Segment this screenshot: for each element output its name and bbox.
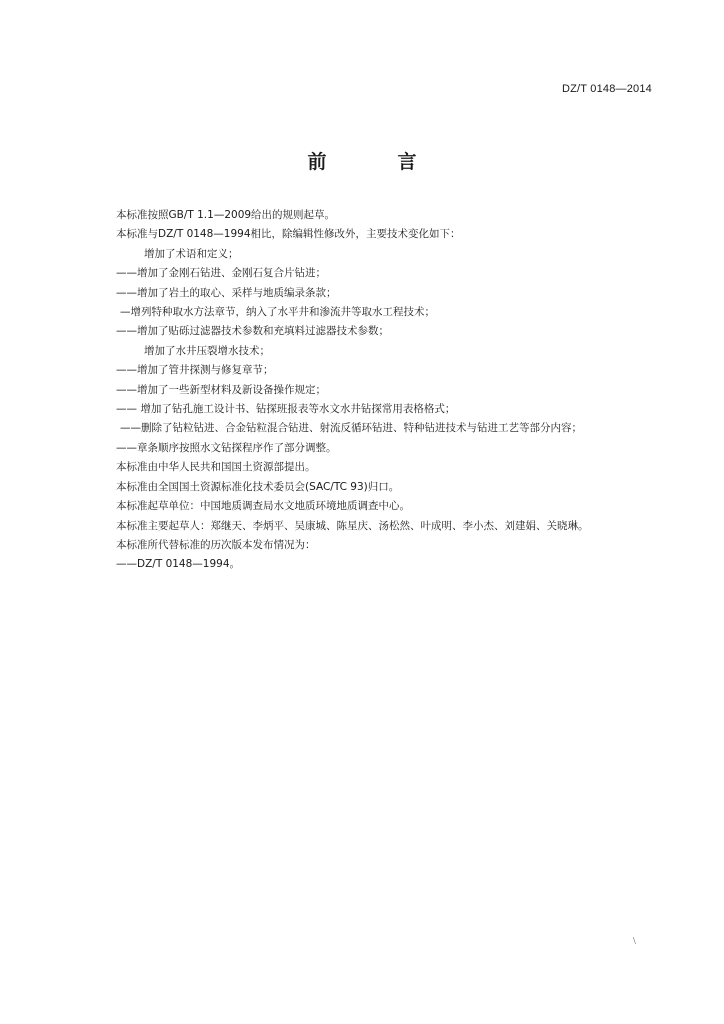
change-item: ——增加了岩土的取心、采样与地质编录条款； (116, 286, 337, 299)
page-mark: \ (633, 936, 636, 947)
change-item: ——增加了管井探测与修复章节； (116, 364, 274, 377)
change-item: ——删除了钻粒钻进、合金钻粒混合钻进、射流反循环钻进、特种钻进技术与钻进工艺等部分内容； (120, 422, 582, 435)
change-item: ——章条顺序按照水文钻探程序作了部分调整。 (116, 441, 337, 454)
page-title: 前 言 (307, 151, 443, 173)
change-item: 增加了术语和定义； (144, 247, 239, 260)
foreword-body (116, 206, 676, 575)
change-item: —增列特种取水方法章节，纳入了水平井和渗流井等取水工程技术； (120, 306, 435, 319)
foreword-line: 本标准由全国国土资源标准化技术委员会(SAC/TC 93)归口。 (116, 480, 400, 493)
change-item: —— 增加了钻孔施工设计书、钻探班报表等水文水井钻探常用表格格式； (116, 403, 456, 416)
foreword-line: 本标准与DZ/T 0148—1994相比，除编辑性修改外，主要技术变化如下： (116, 228, 461, 241)
change-item: ——增加了金刚石钻进、金刚石复合片钻进； (116, 267, 326, 280)
foreword-line: 本标准由中华人民共和国国土资源部提出。 (116, 461, 316, 474)
foreword-line: 本标准按照GB/T 1.1—2009给出的规则起草。 (116, 209, 336, 221)
standard-code: DZ/T 0148—2014 (561, 83, 652, 95)
change-item: ——增加了一些新型材料及新设备操作规定； (116, 383, 326, 396)
foreword-line: 本标准起草单位：中国地质调查局水文地质环境地质调查中心。 (116, 500, 410, 513)
foreword-line: 本标准所代替标准的历次版本发布情况为： (116, 538, 316, 551)
change-item: 增加了水井压裂增水技术； (144, 344, 270, 357)
foreword-line: 本标准主要起草人：郑继天、李炳平、吴康城、陈星庆、汤松然、叶成明、李小杰、刘建娟、关晓琳。 (116, 519, 589, 532)
change-item: ——增加了贴砾过滤器技术参数和充填料过滤器技术参数； (116, 325, 389, 338)
foreword-line: ——DZ/T 0148—1994。 (116, 558, 241, 571)
